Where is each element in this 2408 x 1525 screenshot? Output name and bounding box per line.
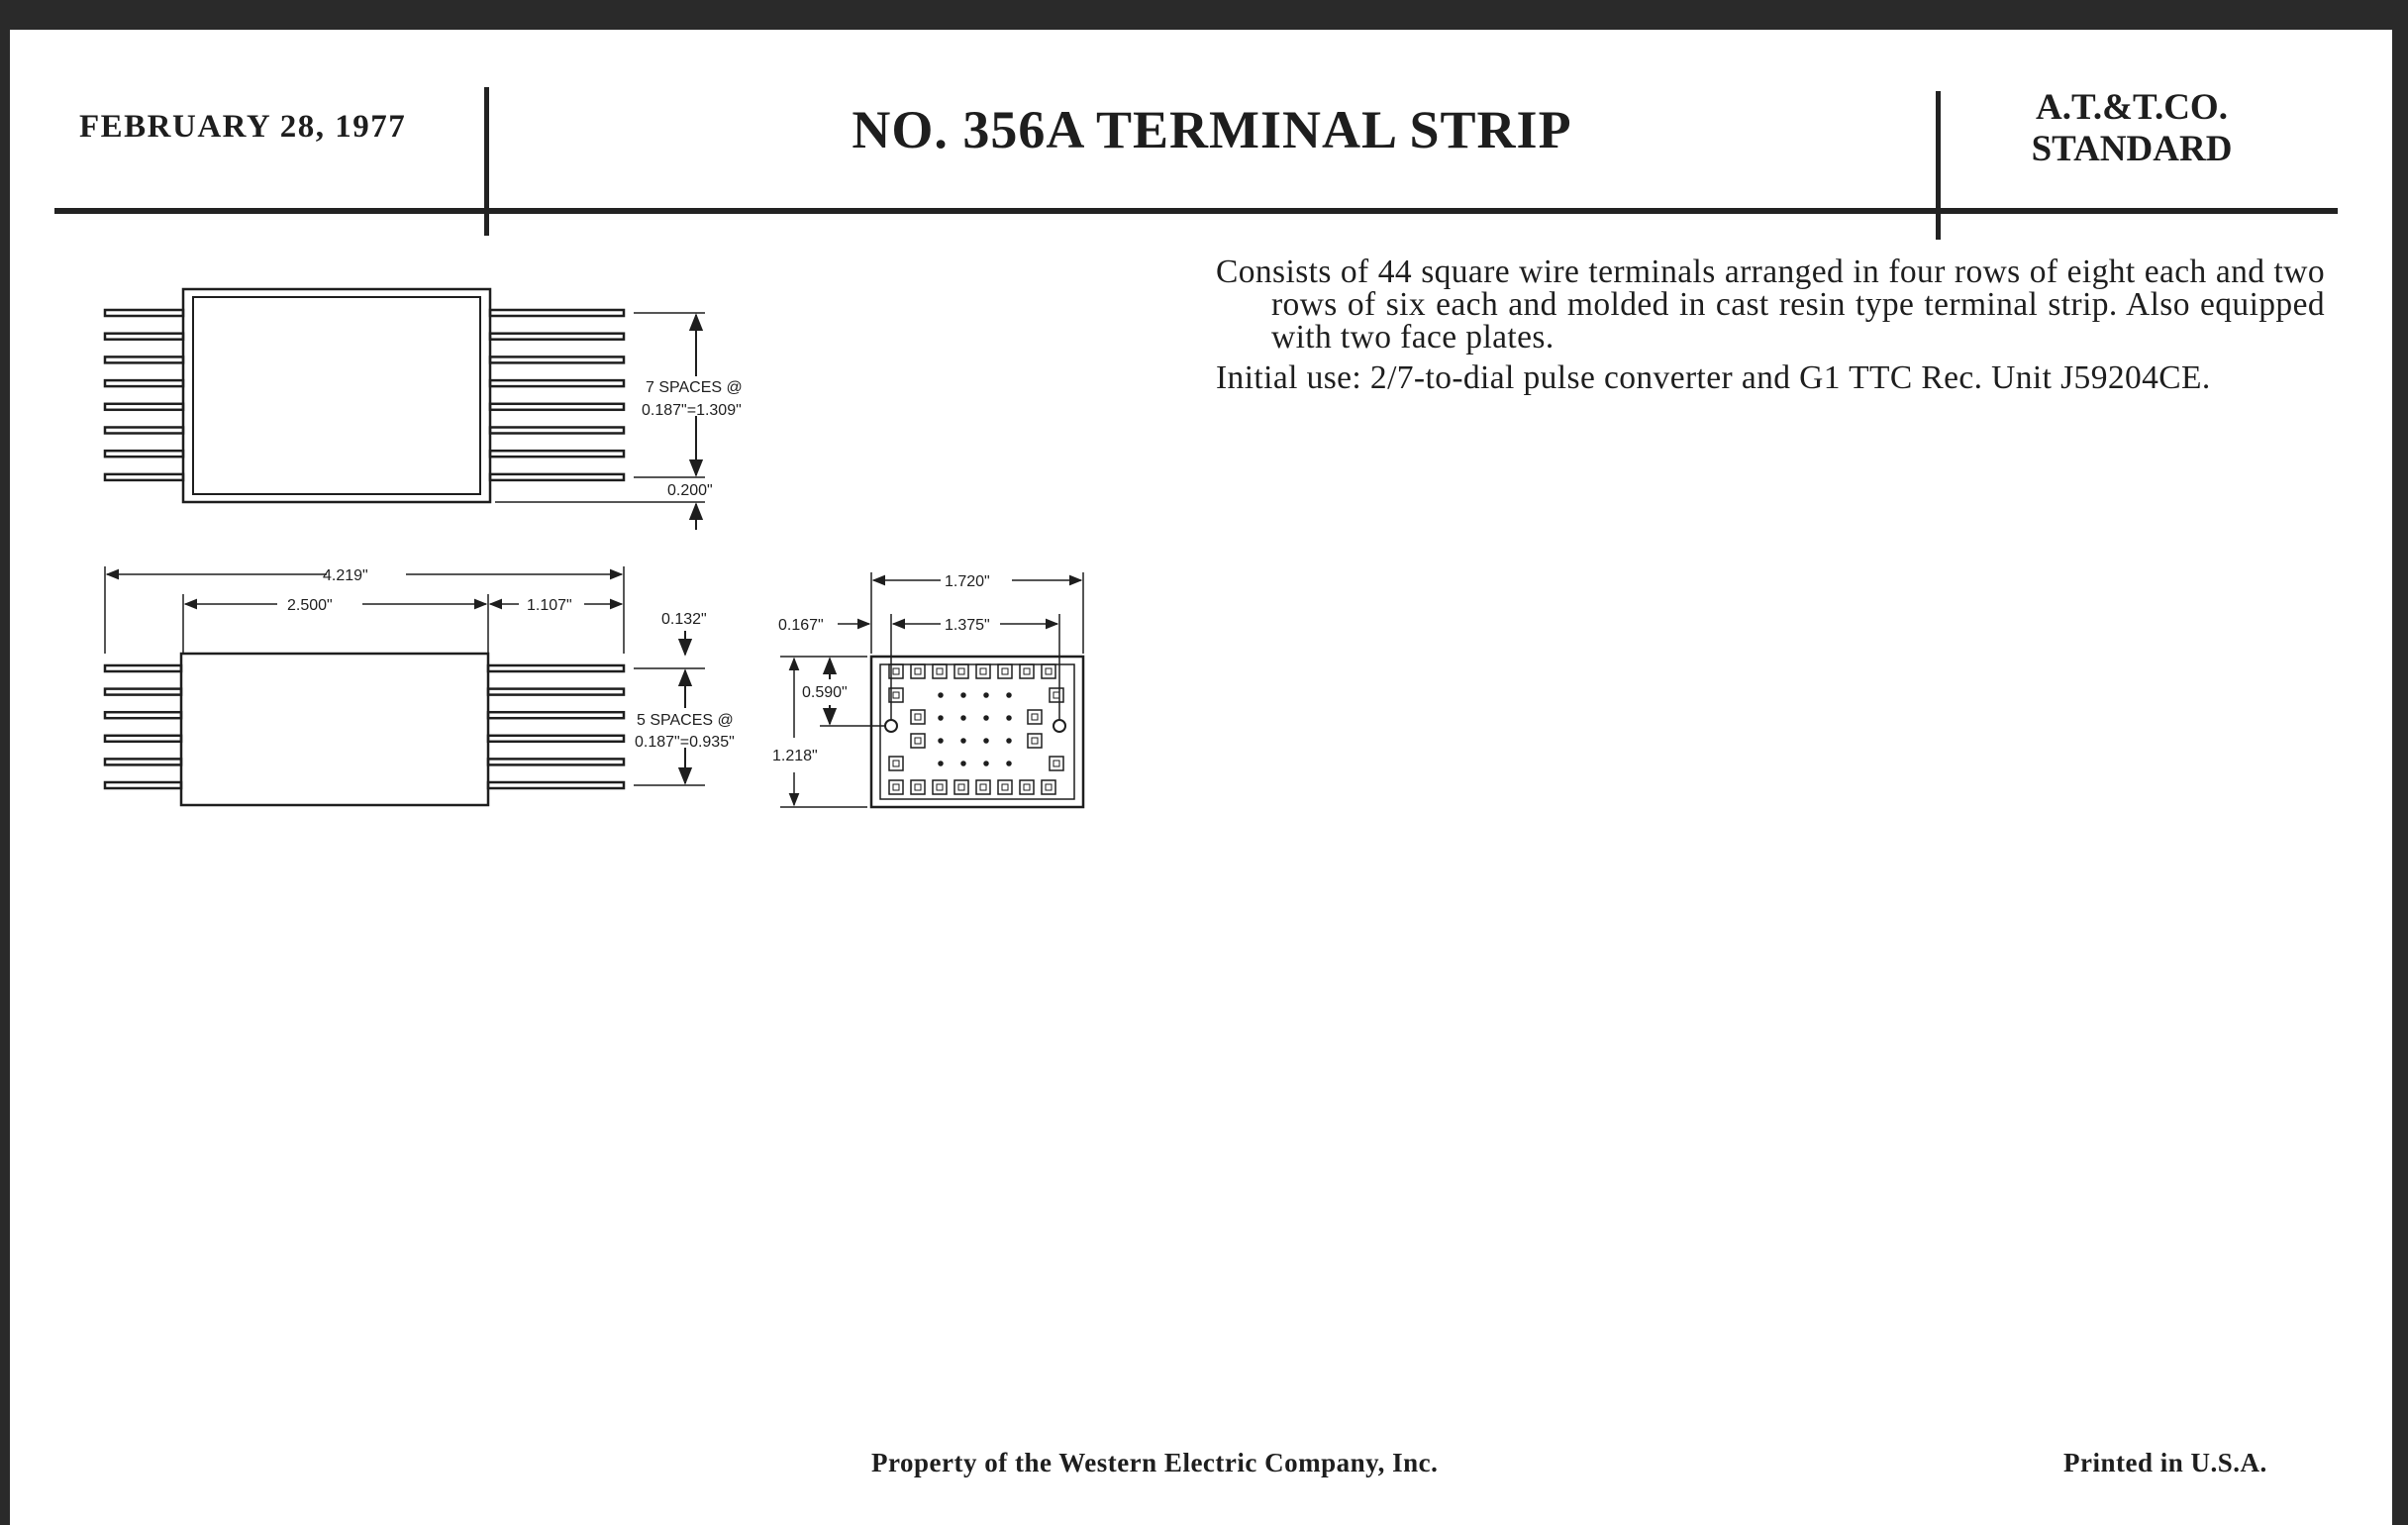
- overall-length-label: 4.219": [323, 567, 368, 584]
- terminal-inner-core: [915, 714, 921, 720]
- terminal-bottom-row-core: [937, 784, 943, 790]
- mounting-hole-right: [1054, 720, 1065, 732]
- terminal-bottom-row-core: [980, 784, 986, 790]
- top-view: [105, 289, 705, 530]
- side-view-right-pin: [488, 782, 624, 788]
- terminal-grid-dot: [1008, 762, 1011, 765]
- side-view-left-pins: [105, 665, 181, 788]
- side-view-left-pin: [105, 759, 181, 764]
- terminal-inner-core: [915, 738, 921, 744]
- standard-line-2: STANDARD: [2031, 129, 2233, 169]
- side-view-right-pin: [488, 712, 624, 718]
- terminal-inner: [1028, 710, 1042, 724]
- terminal-top-row-core: [915, 668, 921, 674]
- side-spaces-line1: 5 SPACES @: [637, 712, 734, 729]
- terminal-top-row: [1020, 664, 1034, 678]
- end-height-label: 1.218": [772, 748, 818, 764]
- terminal-grid-dot: [985, 762, 988, 765]
- top-view-left-pin: [105, 428, 183, 434]
- top-view-right-pin: [490, 451, 624, 457]
- top-view-left-pin: [105, 474, 183, 480]
- side-view-left-pin: [105, 689, 181, 695]
- terminal-bottom-row: [889, 780, 903, 794]
- end-width-label: 1.720": [945, 573, 990, 590]
- side-view-right-pin: [488, 759, 624, 764]
- terminal-top-row: [998, 664, 1012, 678]
- standard-line-1: A.T.&T.CO.: [2036, 87, 2228, 128]
- terminal-top-row: [976, 664, 990, 678]
- terminal-grid-dot: [1008, 717, 1011, 720]
- terminal-grid: [889, 664, 1063, 794]
- terminal-inner: [889, 757, 903, 770]
- terminal-grid-dot: [985, 694, 988, 697]
- top-view-right-pin: [490, 404, 624, 410]
- body-length-label: 2.500": [287, 597, 333, 614]
- side-view-left-pin: [105, 736, 181, 742]
- terminal-grid-dot: [940, 694, 943, 697]
- top-view-right-pin: [490, 380, 624, 386]
- terminal-inner-core: [893, 761, 899, 766]
- terminal-inner: [1050, 688, 1063, 702]
- top-view-right-pin: [490, 428, 624, 434]
- terminal-inner: [911, 734, 925, 748]
- top-view-left-pin: [105, 334, 183, 340]
- terminal-inner-core: [1032, 738, 1038, 744]
- terminal-inner-core: [1054, 761, 1059, 766]
- top-view-body-outer: [183, 289, 490, 502]
- terminal-grid-dot: [985, 717, 988, 720]
- footer-printed: Printed in U.S.A.: [2063, 1448, 2267, 1477]
- side-pin-offset-label: 0.132": [661, 611, 707, 628]
- top-view-left-pin: [105, 310, 183, 316]
- end-view-plate: [880, 664, 1074, 799]
- top-spaces-line1: 7 SPACES @: [646, 379, 743, 396]
- terminal-bottom-row-core: [1046, 784, 1052, 790]
- side-view-right-pins: [488, 665, 624, 788]
- terminal-bottom-row: [933, 780, 947, 794]
- terminal-bottom-row: [998, 780, 1012, 794]
- terminal-grid-dot: [985, 740, 988, 743]
- top-view-body-inner: [193, 297, 480, 494]
- terminal-bottom-row-core: [1024, 784, 1030, 790]
- top-view-right-pins: [490, 310, 624, 480]
- mounting-hole-left: [885, 720, 897, 732]
- terminal-bottom-row-core: [1002, 784, 1008, 790]
- end-edge-offset-label: 0.167": [778, 617, 824, 634]
- terminal-top-row-core: [893, 668, 899, 674]
- terminal-bottom-row: [1020, 780, 1034, 794]
- terminal-grid-dot: [962, 740, 965, 743]
- terminal-top-row-core: [1046, 668, 1052, 674]
- side-spaces-line2: 0.187"=0.935": [635, 734, 735, 751]
- top-view-right-pin: [490, 310, 624, 316]
- top-view-right-pin: [490, 356, 624, 362]
- side-view-left-pin: [105, 665, 181, 671]
- terminal-top-row-core: [1002, 668, 1008, 674]
- side-view-right-pin: [488, 665, 624, 671]
- terminal-inner: [1028, 734, 1042, 748]
- terminal-top-row-core: [958, 668, 964, 674]
- terminal-grid-dot: [940, 740, 943, 743]
- terminal-bottom-row-core: [958, 784, 964, 790]
- terminal-top-row: [954, 664, 968, 678]
- terminal-grid-dot: [940, 762, 943, 765]
- terminal-top-row-core: [937, 668, 943, 674]
- terminal-grid-dot: [962, 694, 965, 697]
- terminal-bottom-row-core: [893, 784, 899, 790]
- terminal-bottom-row: [1042, 780, 1055, 794]
- terminal-bottom-row: [911, 780, 925, 794]
- terminal-grid-dot: [1008, 740, 1011, 743]
- terminal-top-row-core: [980, 668, 986, 674]
- initial-use-paragraph: Initial use: 2/7-to-dial pulse converter and G1 TTC Rec. Unit J59204CE.: [1216, 359, 2211, 396]
- terminal-top-row-core: [1024, 668, 1030, 674]
- top-view-left-pin: [105, 380, 183, 386]
- side-view-left-pin: [105, 712, 181, 718]
- top-view-left-pin: [105, 356, 183, 362]
- terminal-grid-dot: [962, 717, 965, 720]
- terminal-bottom-row: [954, 780, 968, 794]
- top-view-right-pin: [490, 474, 624, 480]
- top-view-left-pins: [105, 310, 183, 480]
- document-date: FEBRUARY 28, 1977: [79, 109, 407, 145]
- terminal-inner: [1050, 757, 1063, 770]
- terminal-inner-core: [893, 692, 899, 698]
- top-view-left-pin: [105, 404, 183, 410]
- top-view-left-pin: [105, 451, 183, 457]
- side-view: [105, 566, 705, 805]
- terminal-bottom-row: [976, 780, 990, 794]
- terminal-inner-core: [1054, 692, 1059, 698]
- terminal-top-row: [933, 664, 947, 678]
- terminal-inner: [911, 710, 925, 724]
- top-spaces-line2: 0.187"=1.309": [642, 402, 742, 419]
- footer-property: Property of the Western Electric Company, Inc.: [871, 1448, 1439, 1477]
- end-hole-offset-label: 0.590": [802, 684, 848, 701]
- side-view-right-pin: [488, 736, 624, 742]
- top-view-right-pin: [490, 334, 624, 340]
- end-inner-width-label: 1.375": [945, 617, 990, 634]
- terminal-grid-dot: [940, 717, 943, 720]
- terminal-top-row: [911, 664, 925, 678]
- side-view-right-pin: [488, 689, 624, 695]
- document-title: NO. 356A TERMINAL STRIP: [852, 100, 1572, 159]
- top-pin-offset-label: 0.200": [667, 482, 713, 499]
- terminal-inner-core: [1032, 714, 1038, 720]
- pin-length-label: 1.107": [527, 597, 572, 614]
- description-paragraph: Consists of 44 square wire terminals arranged in four rows of eight each and two rows of six each and molded in cast resin type terminal strip. Also equipped with two face plates.: [1216, 254, 2325, 356]
- terminal-bottom-row-core: [915, 784, 921, 790]
- terminal-grid-dot: [1008, 694, 1011, 697]
- side-view-left-pin: [105, 782, 181, 788]
- side-view-body: [181, 654, 488, 805]
- terminal-top-row: [1042, 664, 1055, 678]
- terminal-grid-dot: [962, 762, 965, 765]
